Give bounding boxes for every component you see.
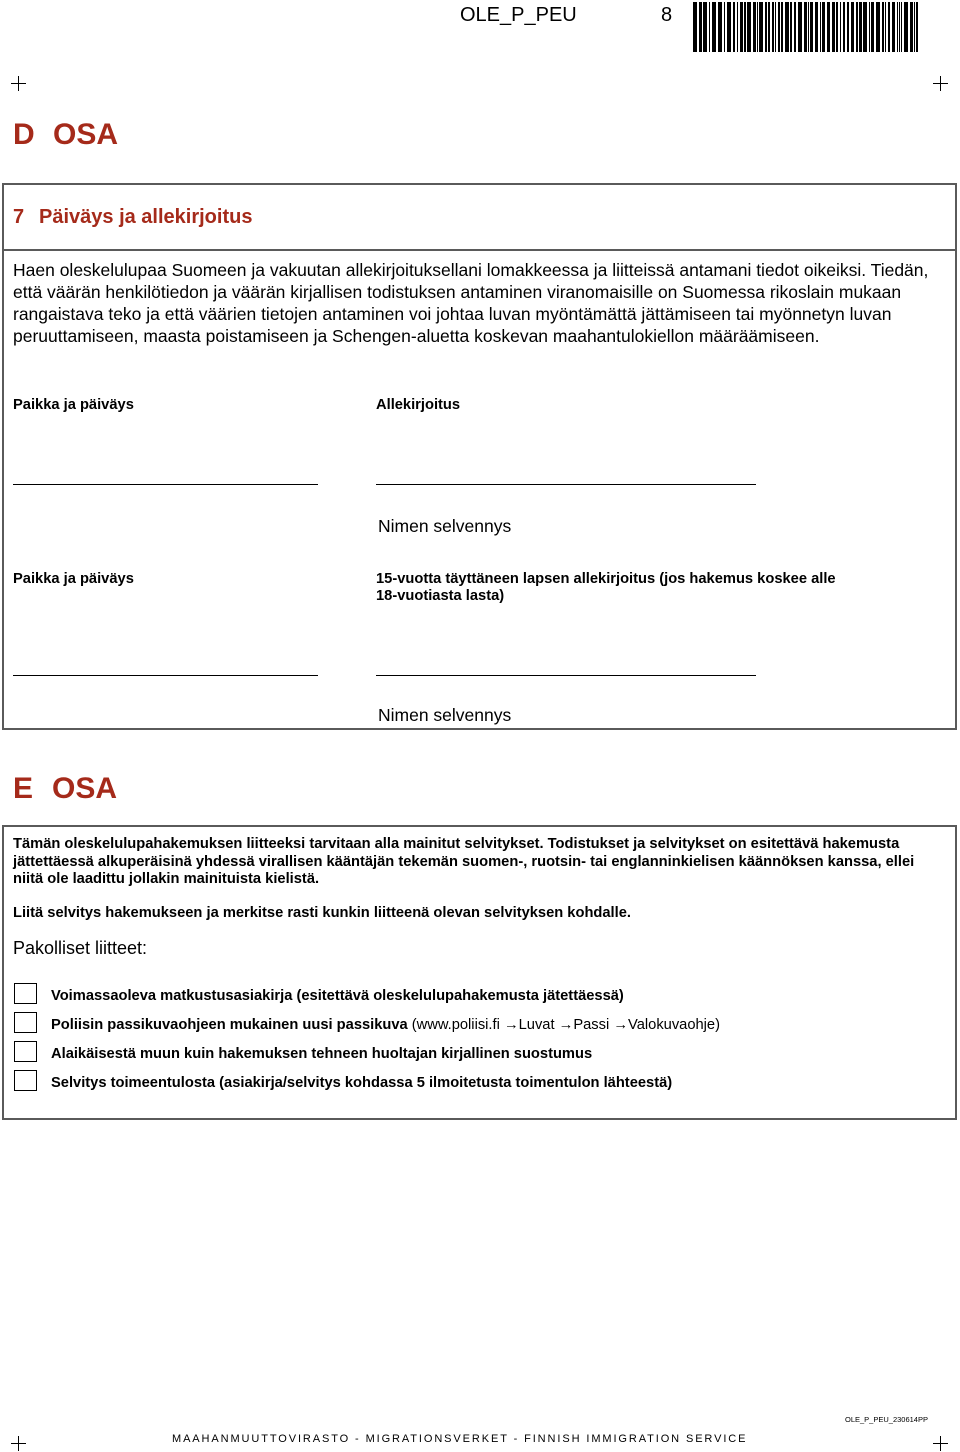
barcode-bar	[699, 2, 702, 52]
barcode-bar	[832, 2, 835, 52]
checkbox-guardian-consent[interactable]	[14, 1041, 37, 1062]
barcode-bar	[859, 2, 862, 52]
barcode-bar	[897, 2, 898, 52]
barcode-bar	[892, 2, 895, 52]
barcode-bar	[827, 2, 830, 52]
barcode-bar	[863, 2, 867, 52]
barcode-bar	[790, 2, 792, 52]
attachment-label-income-proof: Selvitys toimeentulosta (asiakirja/selvitys kohdassa 5 ilmoitetusta toimentulon lähteestä)	[51, 1075, 673, 1091]
barcode-bar	[904, 2, 908, 52]
barcode-bar	[843, 2, 845, 52]
barcode-bar	[847, 2, 849, 52]
barcode-bar	[885, 2, 886, 52]
barcode-bar	[808, 2, 809, 52]
barcode-bar	[794, 2, 796, 52]
barcode-bar	[798, 2, 802, 52]
attachment-label-passport-photo	[51, 1016, 720, 1034]
checkbox-travel-document[interactable]	[14, 983, 37, 1004]
attachment-label-travel-document: Voimassaoleva matkustusasiakirja (esitettävä oleskelulupahakemusta jätettäessä)	[51, 988, 624, 1004]
barcode-bar	[914, 2, 915, 52]
form-code: OLE_P_PEU	[460, 4, 577, 26]
barcode-bar	[757, 2, 758, 52]
attachments-intro-line: Tämän oleskelulupahakemuksen liitteeksi tarvitaan alla mainitut selvitykset. Todistukset ja selvitykset on esitettävä hakemusta	[13, 836, 900, 852]
attachment-label-passport-photo-text: Poliisin passikuvaohjeen mukainen uusi passikuva	[51, 1017, 408, 1033]
signature-line	[376, 484, 756, 485]
barcode-bar	[703, 2, 707, 52]
attachments-intro-line: niitä ole laadittu jollakin mainituista kielistä.	[13, 871, 320, 887]
barcode-bar	[744, 2, 746, 52]
place-date-line-2	[13, 675, 318, 676]
barcode-bar	[775, 2, 776, 52]
registration-cross-top-right	[933, 76, 948, 91]
name-clarification-label: Nimen selvennys	[378, 516, 512, 536]
signature-label: Allekirjoitus	[376, 397, 461, 413]
barcode-bar	[901, 2, 902, 52]
barcode-bar	[712, 2, 716, 52]
barcode-bar	[876, 2, 880, 52]
barcode-bar	[759, 2, 763, 52]
attachments-intro-line: jättettäessä alkuperäisinä yhdessä virallisen kääntäjän tekemän suomen-, ruotsin- tai englanninkielisen käännöksen kanssa, ellei	[13, 853, 915, 870]
barcode-bar	[871, 2, 874, 52]
footer-form-id: OLE_P_PEU_230614PP	[845, 1415, 928, 1424]
barcode-bar	[910, 2, 913, 52]
child-signature-line	[376, 675, 756, 676]
mandatory-attachments-heading: Pakolliset liitteet:	[13, 938, 148, 958]
declaration-line: Haen oleskelulupaa Suomeen ja vakuutan allekirjoituksellani lomakkeessa ja liitteissä antamani tiedot oikeiksi. Tiedän,	[13, 260, 929, 280]
declaration-line: peruuttamiseen, maasta poistamiseen ja Schengen-aluetta koskevan maahantulokiellon määräämiseen.	[13, 326, 820, 346]
section-d-title: OSA	[53, 118, 119, 151]
barcode-bar	[916, 2, 918, 52]
barcode-bar	[869, 2, 870, 52]
section-e-letter: E	[13, 772, 34, 805]
barcode-bar	[718, 2, 722, 52]
barcode-bar	[882, 2, 884, 52]
barcode-bar	[822, 2, 825, 52]
name-clarification-label-2: Nimen selvennys	[378, 705, 512, 725]
place-date-label-2: Paikka ja päiväys	[13, 571, 134, 587]
barcode-bar	[753, 2, 756, 52]
barcode-bar	[747, 2, 751, 52]
declaration-line: että väärän henkilötiedon ja väärän kirjallisen todistuksen antaminen viranomaisille on Suomessa rikoslain mukaan	[13, 282, 902, 302]
checkbox-income-proof[interactable]	[14, 1070, 37, 1091]
barcode-bar	[840, 2, 841, 52]
barcode-bar	[765, 2, 767, 52]
barcode-bar	[815, 2, 818, 52]
section-e-title: OSA	[52, 772, 118, 805]
barcode	[693, 2, 922, 52]
passport-photo-instruction-note: (www.poliisi.fi →Luvat →Passi →Valokuvaohje)	[411, 1017, 720, 1033]
declaration-line: rangaistava teko ja että väärien tietojen antaminen voi johtaa luvan myöntämättä jättämiseen tai myönnetyn luvan	[13, 304, 892, 324]
subsection-number: 7	[13, 206, 25, 228]
barcode-bar	[724, 2, 725, 52]
barcode-bar	[851, 2, 854, 52]
attachment-label-guardian-consent: Alaikäisestä muun kuin hakemuksen tehneen huoltajan kirjallinen suostumus	[51, 1046, 593, 1062]
footer-agency: MAAHANMUUTTOVIRASTO - MIGRATIONSVERKET - FINNISH IMMIGRATION SERVICE	[172, 1433, 748, 1445]
barcode-bar	[804, 2, 807, 52]
place-date-line	[13, 484, 318, 485]
place-date-label: Paikka ja päiväys	[13, 397, 134, 413]
barcode-bar	[727, 2, 731, 52]
barcode-bar	[781, 2, 783, 52]
barcode-bar	[899, 2, 900, 52]
barcode-bar	[820, 2, 821, 52]
subsection-title: Päiväys ja allekirjoitus	[39, 206, 253, 228]
barcode-bar	[778, 2, 780, 52]
barcode-bar	[768, 2, 770, 52]
section-d-divider	[2, 249, 957, 251]
barcode-bar	[709, 2, 710, 52]
barcode-bar	[810, 2, 813, 52]
child-signature-label: 15-vuotta täyttäneen lapsen allekirjoitus (jos hakemus koskee alle	[376, 571, 836, 587]
registration-cross-bottom-right	[933, 1436, 948, 1451]
barcode-bar	[733, 2, 735, 52]
barcode-bar	[856, 2, 858, 52]
barcode-bar	[785, 2, 789, 52]
registration-cross-top-left	[11, 76, 26, 91]
child-signature-label: 18-vuotiasta lasta)	[376, 588, 505, 604]
barcode-bar	[740, 2, 743, 52]
barcode-bar	[836, 2, 838, 52]
barcode-bar	[737, 2, 738, 52]
section-d-letter: D	[13, 118, 35, 151]
barcode-bar	[693, 2, 697, 52]
page-number: 8	[661, 4, 673, 26]
checkbox-passport-photo[interactable]	[14, 1012, 37, 1033]
attachments-instruction: Liitä selvitys hakemukseen ja merkitse rasti kunkin liitteenä olevan selvityksen kohdalle.	[13, 905, 631, 921]
barcode-bar	[772, 2, 774, 52]
barcode-bar	[888, 2, 890, 52]
registration-cross-bottom-left	[11, 1436, 26, 1451]
